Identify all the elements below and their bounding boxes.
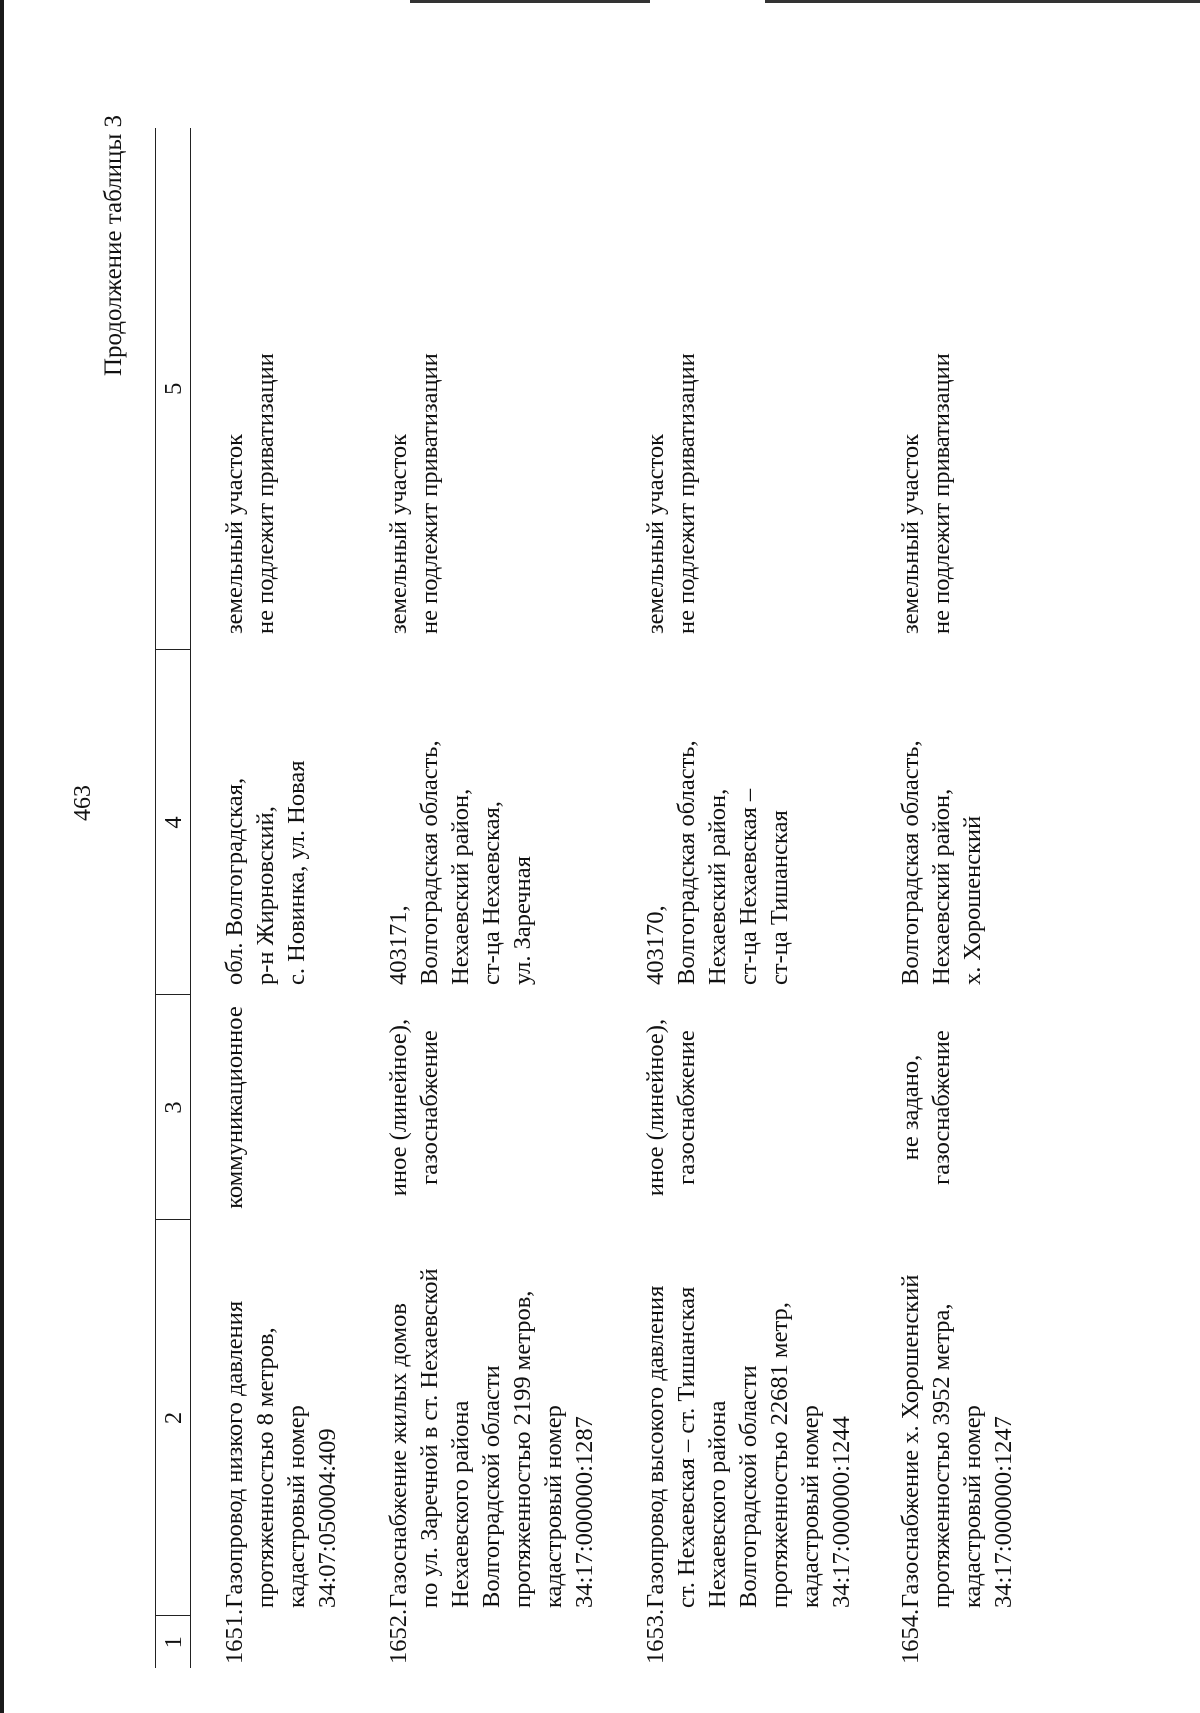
text-line: кадастровый номер [959,1405,986,1608]
text-line: р-н Жирновский, [252,806,279,985]
text-line: газоснабжение [928,1030,955,1185]
text-line: 34:17:000000:1247 [990,1416,1017,1608]
text-line: иное (линейное), [385,1018,412,1197]
table-row [600,128,857,1668]
text-line: ст. Нехаевская – ст. Тишанская [673,1286,700,1608]
row-number: 1653. [642,1608,669,1664]
text-line: по ул. Заречной в ст. Нехаевской [416,1268,443,1608]
text-line: кадастровый номер [797,1405,824,1608]
property-table [155,128,1019,1668]
text-line: не задано, [897,1054,924,1161]
column-header: 1 [156,1616,191,1668]
page-number: 463 [70,785,96,821]
text-line: 34:17:000000:1287 [571,1416,598,1608]
table-header [156,128,191,1668]
object-purpose [343,995,600,1220]
text-line: газоснабжение [416,1030,443,1185]
text-line: земельный участок [385,434,412,634]
text-line: Газопровод низкого давления [221,1300,248,1608]
text-line: Волгоградская область, [673,740,700,985]
column-header: 3 [156,995,191,1220]
text-line: Газоснабжение х. Хорошенский [897,1274,924,1608]
text-line: 34:07:050004:409 [314,1428,341,1608]
object-name [857,1220,1019,1616]
text-line: Газопровод высокого давления [642,1285,669,1608]
text-line: иное (линейное), [642,1018,669,1197]
text-line: не подлежит приватизации [252,353,279,634]
table-row [191,128,344,1668]
object-note [857,128,1019,650]
text-line: Нехаевский район, [704,788,731,985]
text-line: Нехаевский район, [928,788,955,985]
text-line: протяженностью 8 метров, [252,1327,279,1608]
object-address [857,650,1019,995]
continuation-label: Продолжение таблицы 3 [100,115,127,377]
header-row [156,128,191,1668]
object-address [191,650,344,995]
text-line: коммуникационное [221,1006,248,1209]
text-line: Волгоградская область, [416,740,443,985]
text-line: земельный участок [897,434,924,634]
text-line: Нехаевского района [447,1400,474,1608]
text-line: земельный участок [221,434,248,634]
object-note [191,128,344,650]
text-line: протяженностью 2199 метров, [509,1290,536,1608]
table-row [857,128,1019,1668]
text-line: ст-ца Нехаевская, [478,801,505,985]
object-note [600,128,857,650]
text-line: не подлежит приватизации [928,353,955,634]
row-number: 1654. [897,1608,924,1664]
text-line: ул. Заречная [509,856,536,985]
column-header: 5 [156,128,191,650]
text-line: не подлежит приватизации [416,353,443,634]
text-line: земельный участок [642,434,669,634]
text-line: кадастровый номер [283,1405,310,1608]
text-line: не подлежит приватизации [673,353,700,634]
text-line: ст-ца Нехаевская – [735,788,762,985]
table-row [343,128,600,1668]
object-name [600,1220,857,1616]
text-line: газоснабжение [673,1030,700,1185]
column-header: 2 [156,1220,191,1616]
object-purpose [857,995,1019,1220]
object-name [343,1220,600,1616]
object-name [191,1220,344,1616]
column-header: 4 [156,650,191,995]
text-line: кадастровый номер [540,1405,567,1608]
text-line: Нехаевский район, [447,788,474,985]
object-purpose [600,995,857,1220]
text-line: 403170, [642,905,669,985]
text-line: ст-ца Тишанская [766,810,793,985]
object-note [343,128,600,650]
text-line: Волгоградская область, [897,740,924,985]
text-line: протяженностью 22681 метр, [766,1302,793,1608]
text-line: х. Хорошенский [959,815,986,985]
text-line: Волгоградской области [735,1365,762,1608]
text-line: с. Новинка, ул. Новая [283,760,310,985]
text-line: Нехаевского района [704,1400,731,1608]
text-line: 403171, [385,905,412,985]
row-number: 1651. [221,1608,248,1664]
object-address [600,650,857,995]
text-line: Волгоградской области [478,1365,505,1608]
object-address [343,650,600,995]
text-line: протяженностью 3952 метра, [928,1303,955,1608]
object-purpose [191,995,344,1220]
text-line: 34:17:000000:1244 [828,1416,855,1608]
text-line: Газоснабжение жилых домов [385,1303,412,1608]
row-number: 1652. [385,1608,412,1664]
text-line: обл. Волгоградская, [221,777,248,985]
